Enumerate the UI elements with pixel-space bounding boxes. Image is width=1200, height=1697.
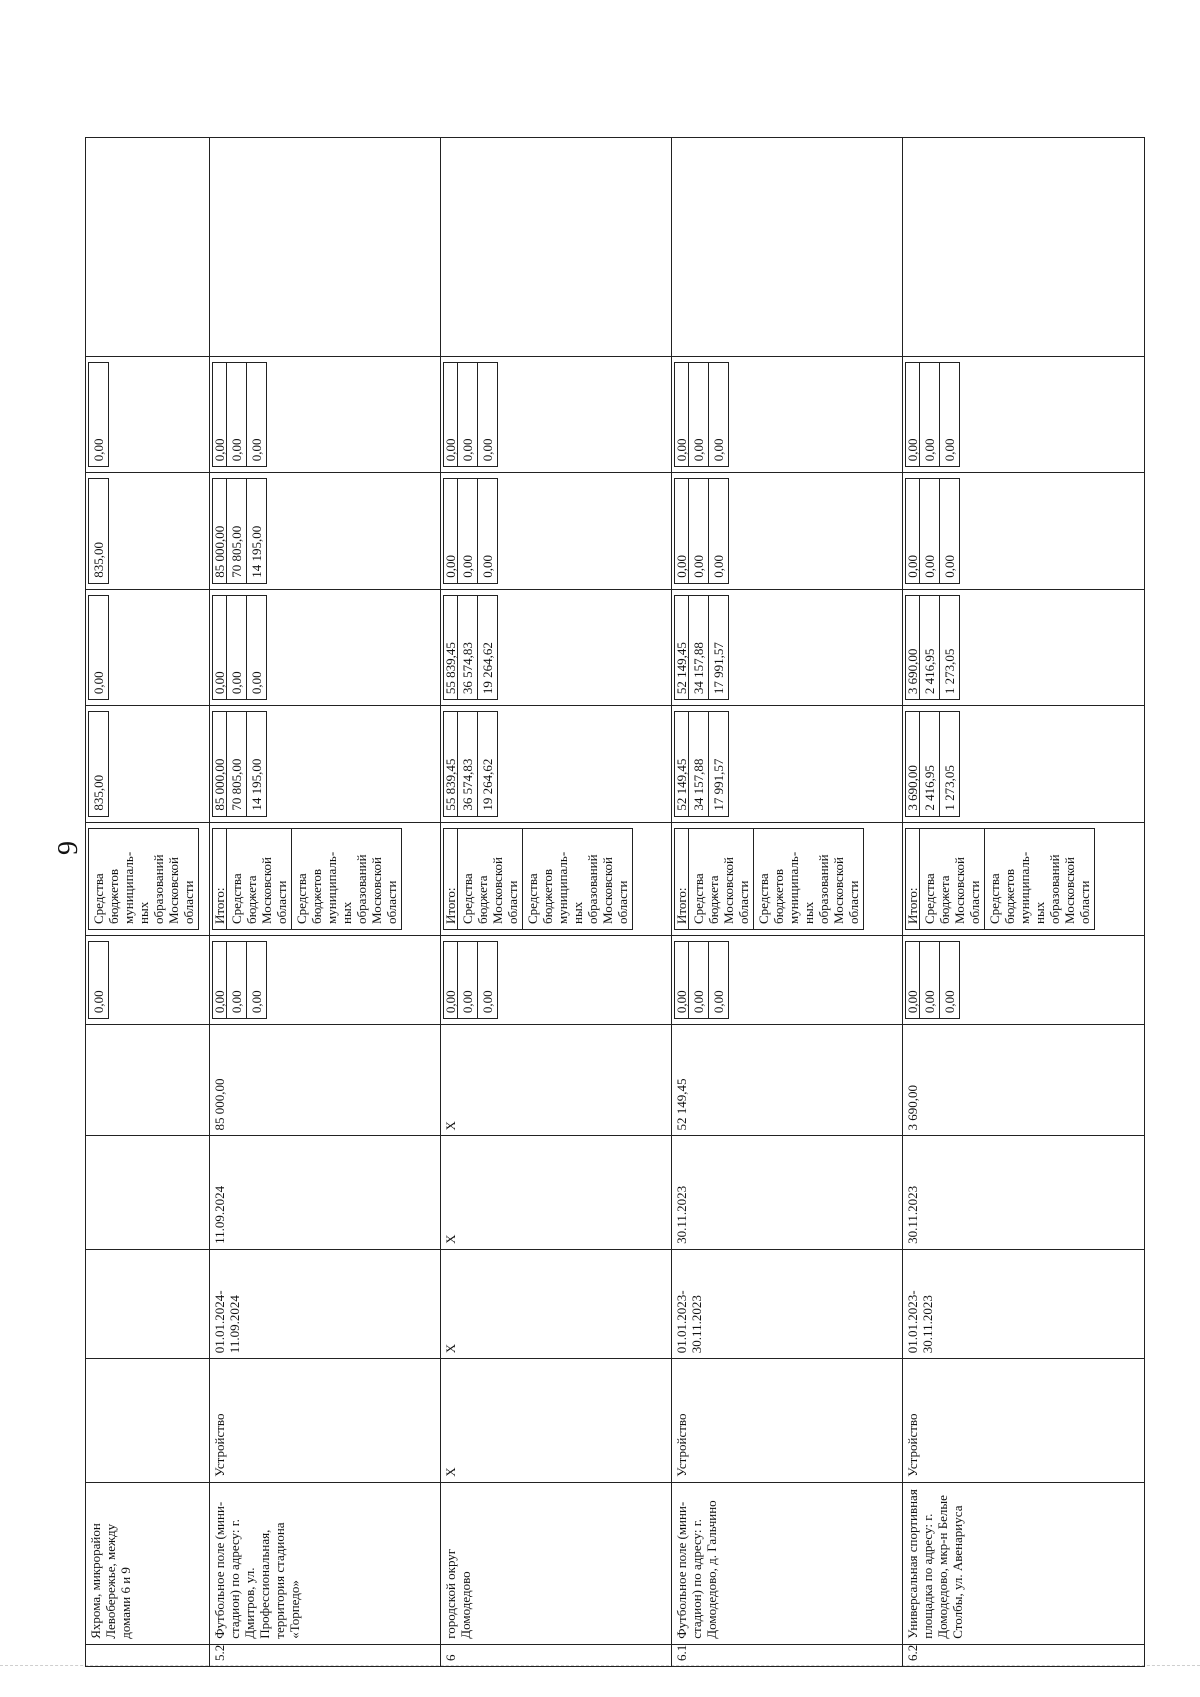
prior-amount: 0,00 — [940, 941, 960, 1018]
funding-source: Итого: — [675, 828, 689, 929]
prior-amount-cell — [903, 935, 1145, 1024]
total-amount-cell — [672, 706, 903, 822]
row-number-cell: 6.1 — [672, 1644, 903, 1666]
object-name-cell: Футбольное поле (мини-стадион) по адресу: г. Домодедово, д. Гальчино — [672, 1482, 903, 1644]
total-amount: 17 991,57 — [709, 712, 729, 816]
year-2023-amount: 0,00 — [247, 595, 267, 699]
work-term-cell: 01.01.2023-30.11.2023 — [672, 1249, 903, 1358]
limit-cell — [86, 1025, 210, 1136]
limit-cell: 52 149,45 — [672, 1025, 903, 1136]
year-2024-amount: 0,00 — [689, 479, 709, 583]
year-2023-amount: 0,00 — [213, 595, 227, 699]
total-amount: 835,00 — [89, 712, 109, 816]
total-amount: 19 264,62 — [478, 712, 498, 816]
year-2024-amount: 14 195,00 — [247, 479, 267, 583]
work-term-cell — [86, 1249, 210, 1358]
program-table — [85, 137, 1145, 1667]
object-name-cell: Футбольное поле (мини-стадион) по адресу: г. Дмитров, ул. Профессиональная, территория стадиона «Торпедо» — [210, 1482, 441, 1644]
work-type-cell: Устройство — [903, 1359, 1145, 1483]
completion-date-cell: 30.11.2023 — [672, 1136, 903, 1249]
completion-date-cell: 11.09.2024 — [210, 1136, 441, 1249]
year-2024-amount: 0,00 — [920, 479, 940, 583]
year-2024-amount-cell — [86, 473, 210, 589]
year-2023-amount: 3 690,00 — [906, 595, 920, 699]
completion-date-cell: 30.11.2023 — [903, 1136, 1145, 1249]
total-amount-cell — [441, 706, 672, 822]
year-2025-amount-cell — [210, 356, 441, 472]
limit-cell: 3 690,00 — [903, 1025, 1145, 1136]
year-2025-amount-cell — [86, 356, 210, 472]
year-2024-amount: 0,00 — [940, 479, 960, 583]
table-row — [903, 138, 1145, 1667]
row-number-cell: 6 — [441, 1644, 672, 1666]
prior-amount-cell — [210, 935, 441, 1024]
year-2023-amount: 1 273,05 — [940, 595, 960, 699]
prior-amount: 0,00 — [458, 941, 478, 1018]
total-amount: 70 805,00 — [227, 712, 247, 816]
funding-source: Средства бюджетов муниципаль-ных образований Московской области — [292, 828, 402, 929]
prior-amount: 0,00 — [89, 941, 109, 1018]
year-2024-amount: 70 805,00 — [227, 479, 247, 583]
funding-source: Средства бюджета Московской области — [227, 828, 292, 929]
work-term-cell: 01.01.2023-30.11.2023 — [903, 1249, 1145, 1358]
year-2023-amount-cell — [672, 589, 903, 705]
total-amount: 3 690,00 — [906, 712, 920, 816]
funding-source-cell — [903, 822, 1145, 935]
work-term-cell: X — [441, 1249, 672, 1358]
funding-source-cell — [210, 822, 441, 935]
year-2025-amount: 0,00 — [940, 362, 960, 466]
work-type-cell — [86, 1359, 210, 1483]
object-name-cell: Яхрома, микрорайон Левобережье, между домами 6 и 9 — [86, 1482, 210, 1644]
total-amount: 55 839,45 — [444, 712, 458, 816]
prior-amount-cell — [86, 935, 210, 1024]
year-2025-amount: 0,00 — [213, 362, 227, 466]
year-2024-amount: 835,00 — [89, 479, 109, 583]
completion-date-cell: X — [441, 1136, 672, 1249]
row-number-cell — [86, 1644, 210, 1666]
prior-amount: 0,00 — [906, 941, 920, 1018]
work-term-cell: 01.01.2024-11.09.2024 — [210, 1249, 441, 1358]
table-row — [86, 138, 210, 1667]
completion-date-cell — [86, 1136, 210, 1249]
year-2025-amount: 0,00 — [709, 362, 729, 466]
total-amount-cell — [86, 706, 210, 822]
empty-cell — [672, 138, 903, 357]
page-number: 9 — [53, 841, 84, 855]
year-2024-amount: 0,00 — [709, 479, 729, 583]
year-2023-amount: 34 157,88 — [689, 595, 709, 699]
table-row — [210, 138, 441, 1667]
prior-amount: 0,00 — [444, 941, 458, 1018]
prior-amount: 0,00 — [920, 941, 940, 1018]
limit-cell: 85 000,00 — [210, 1025, 441, 1136]
year-2024-amount-cell — [672, 473, 903, 589]
prior-amount: 0,00 — [213, 941, 227, 1018]
year-2023-amount: 2 416,95 — [920, 595, 940, 699]
funding-source: Средства бюджета Московской области — [689, 828, 754, 929]
object-name-cell: городской округ Домодедово — [441, 1482, 672, 1644]
year-2023-amount: 17 991,57 — [709, 595, 729, 699]
funding-source: Средства бюджета Московской области — [458, 828, 523, 929]
funding-source-cell — [441, 822, 672, 935]
year-2025-amount: 0,00 — [444, 362, 458, 466]
work-type-cell: X — [441, 1359, 672, 1483]
year-2024-amount: 0,00 — [906, 479, 920, 583]
total-amount: 1 273,05 — [940, 712, 960, 816]
year-2023-amount-cell — [441, 589, 672, 705]
year-2025-amount: 0,00 — [458, 362, 478, 466]
prior-amount: 0,00 — [675, 941, 689, 1018]
funding-source: Средства бюджетов муниципаль-ных образований Московской области — [523, 828, 633, 929]
work-type-cell: Устройство — [210, 1359, 441, 1483]
table-row — [441, 138, 672, 1667]
year-2023-amount: 0,00 — [227, 595, 247, 699]
year-2024-amount: 0,00 — [444, 479, 458, 583]
funding-source: Итого: — [444, 828, 458, 929]
funding-source: Итого: — [906, 828, 920, 929]
year-2025-amount: 0,00 — [478, 362, 498, 466]
total-amount-cell — [903, 706, 1145, 822]
funding-source-cell — [672, 822, 903, 935]
limit-cell: X — [441, 1025, 672, 1136]
prior-amount-cell — [672, 935, 903, 1024]
funding-source: Средства бюджетов муниципаль-ных образований Московской области — [754, 828, 864, 929]
funding-source: Средства бюджетов муниципаль-ных образований Московской области — [89, 828, 199, 929]
total-amount: 52 149,45 — [675, 712, 689, 816]
year-2024-amount: 0,00 — [458, 479, 478, 583]
prior-amount: 0,00 — [247, 941, 267, 1018]
total-amount: 36 574,83 — [458, 712, 478, 816]
funding-source: Средства бюджета Московской области — [920, 828, 985, 929]
row-number-cell: 6.2 — [903, 1644, 1145, 1666]
year-2024-amount-cell — [441, 473, 672, 589]
year-2025-amount-cell — [441, 356, 672, 472]
prior-amount: 0,00 — [689, 941, 709, 1018]
total-amount: 34 157,88 — [689, 712, 709, 816]
funding-source: Средства бюджетов муниципаль-ных образований Московской области — [985, 828, 1095, 929]
empty-cell — [441, 138, 672, 357]
prior-amount: 0,00 — [478, 941, 498, 1018]
year-2023-amount: 55 839,45 — [444, 595, 458, 699]
year-2023-amount-cell — [86, 589, 210, 705]
year-2025-amount: 0,00 — [920, 362, 940, 466]
row-number-cell: 5.2 — [210, 1644, 441, 1666]
object-name-cell: Универсальная спортивная площадка по адресу: г. Домодедово, мкр-н Белые Столбы, ул. Авенариуса — [903, 1482, 1145, 1644]
year-2025-amount: 0,00 — [89, 362, 109, 466]
year-2025-amount: 0,00 — [675, 362, 689, 466]
funding-source-cell — [86, 822, 210, 935]
empty-cell — [903, 138, 1145, 357]
funding-source: Итого: — [213, 828, 227, 929]
year-2025-amount: 0,00 — [247, 362, 267, 466]
year-2024-amount-cell — [210, 473, 441, 589]
year-2023-amount: 0,00 — [89, 595, 109, 699]
work-type-cell: Устройство — [672, 1359, 903, 1483]
empty-cell — [86, 138, 210, 357]
total-amount: 14 195,00 — [247, 712, 267, 816]
year-2024-amount: 85 000,00 — [213, 479, 227, 583]
year-2024-amount-cell — [903, 473, 1145, 589]
year-2024-amount: 0,00 — [478, 479, 498, 583]
year-2023-amount-cell — [903, 589, 1145, 705]
year-2023-amount-cell — [210, 589, 441, 705]
year-2025-amount-cell — [672, 356, 903, 472]
year-2024-amount: 0,00 — [675, 479, 689, 583]
year-2025-amount: 0,00 — [227, 362, 247, 466]
year-2025-amount-cell — [903, 356, 1145, 472]
year-2023-amount: 52 149,45 — [675, 595, 689, 699]
empty-cell — [210, 138, 441, 357]
total-amount: 85 000,00 — [213, 712, 227, 816]
year-2023-amount: 36 574,83 — [458, 595, 478, 699]
table-row — [672, 138, 903, 1667]
year-2025-amount: 0,00 — [906, 362, 920, 466]
year-2025-amount: 0,00 — [689, 362, 709, 466]
total-amount: 2 416,95 — [920, 712, 940, 816]
prior-amount: 0,00 — [227, 941, 247, 1018]
prior-amount: 0,00 — [709, 941, 729, 1018]
prior-amount-cell — [441, 935, 672, 1024]
total-amount-cell — [210, 706, 441, 822]
year-2023-amount: 19 264,62 — [478, 595, 498, 699]
